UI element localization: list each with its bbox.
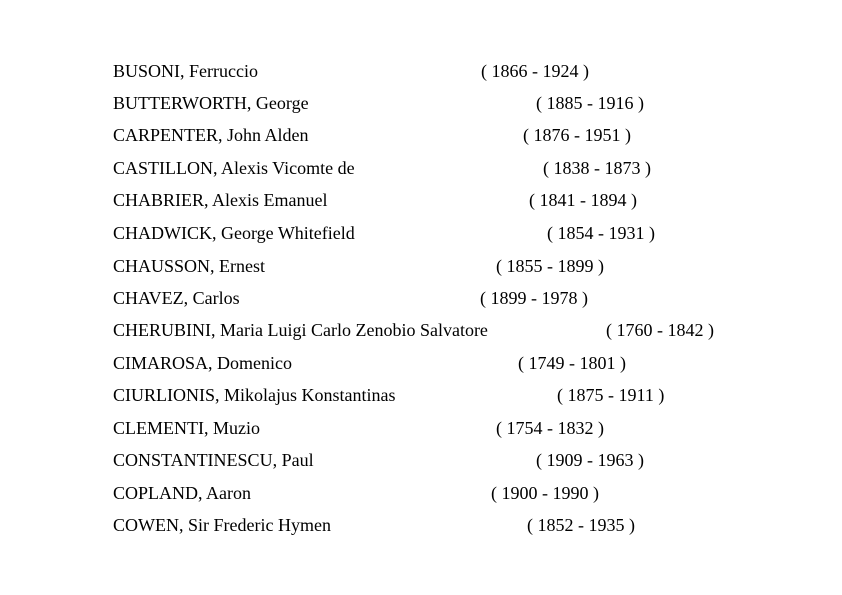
composer-dates: ( 1900 - 1990 )	[491, 483, 599, 503]
composer-entry	[0, 381, 842, 409]
composer-entry	[0, 316, 842, 344]
composer-entry	[0, 154, 842, 182]
composer-name: CHAUSSON, Ernest	[113, 256, 266, 276]
composer-name: CARPENTER, John Alden	[113, 125, 309, 145]
composer-dates: ( 1876 - 1951 )	[523, 125, 631, 145]
composer-name: COPLAND, Aaron	[113, 483, 251, 503]
composer-entry	[0, 511, 842, 539]
composer-dates: ( 1760 - 1842 )	[606, 320, 714, 340]
composer-dates: ( 1875 - 1911 )	[557, 385, 665, 405]
composer-dates: ( 1854 - 1931 )	[547, 223, 655, 243]
composer-entry	[0, 57, 842, 85]
composer-entry	[0, 479, 842, 507]
composer-name: CHADWICK, George Whitefield	[113, 223, 355, 243]
composer-name: BUSONI, Ferruccio	[113, 61, 258, 81]
composer-entry	[0, 121, 842, 149]
composer-entry	[0, 446, 842, 474]
composer-entry	[0, 89, 842, 117]
composer-dates: ( 1866 - 1924 )	[481, 61, 589, 81]
composer-name: CHAVEZ, Carlos	[113, 288, 240, 308]
composer-name: CLEMENTI, Muzio	[113, 418, 260, 438]
composer-dates: ( 1899 - 1978 )	[480, 288, 588, 308]
composer-entry	[0, 252, 842, 280]
composer-name: CHABRIER, Alexis Emanuel	[113, 190, 328, 210]
composer-entry	[0, 349, 842, 377]
composer-dates: ( 1855 - 1899 )	[496, 256, 604, 276]
composer-entry	[0, 219, 842, 247]
composer-name: CASTILLON, Alexis Vicomte de	[113, 158, 355, 178]
composer-dates: ( 1909 - 1963 )	[536, 450, 644, 470]
composer-entry	[0, 186, 842, 214]
composer-dates: ( 1754 - 1832 )	[496, 418, 604, 438]
composer-dates: ( 1852 - 1935 )	[527, 515, 635, 535]
composer-name: CIMAROSA, Domenico	[113, 353, 292, 373]
composer-name: BUTTERWORTH, George	[113, 93, 309, 113]
composer-name: CIURLIONIS, Mikolajus Konstantinas	[113, 385, 396, 405]
composer-dates: ( 1749 - 1801 )	[518, 353, 626, 373]
composer-entry	[0, 284, 842, 312]
composer-name: CONSTANTINESCU, Paul	[113, 450, 314, 470]
composer-dates: ( 1885 - 1916 )	[536, 93, 644, 113]
composer-name: CHERUBINI, Maria Luigi Carlo Zenobio Salvatore	[113, 320, 488, 340]
composer-entry	[0, 414, 842, 442]
composer-dates: ( 1841 - 1894 )	[529, 190, 637, 210]
composer-name: COWEN, Sir Frederic Hymen	[113, 515, 331, 535]
composer-dates: ( 1838 - 1873 )	[543, 158, 651, 178]
